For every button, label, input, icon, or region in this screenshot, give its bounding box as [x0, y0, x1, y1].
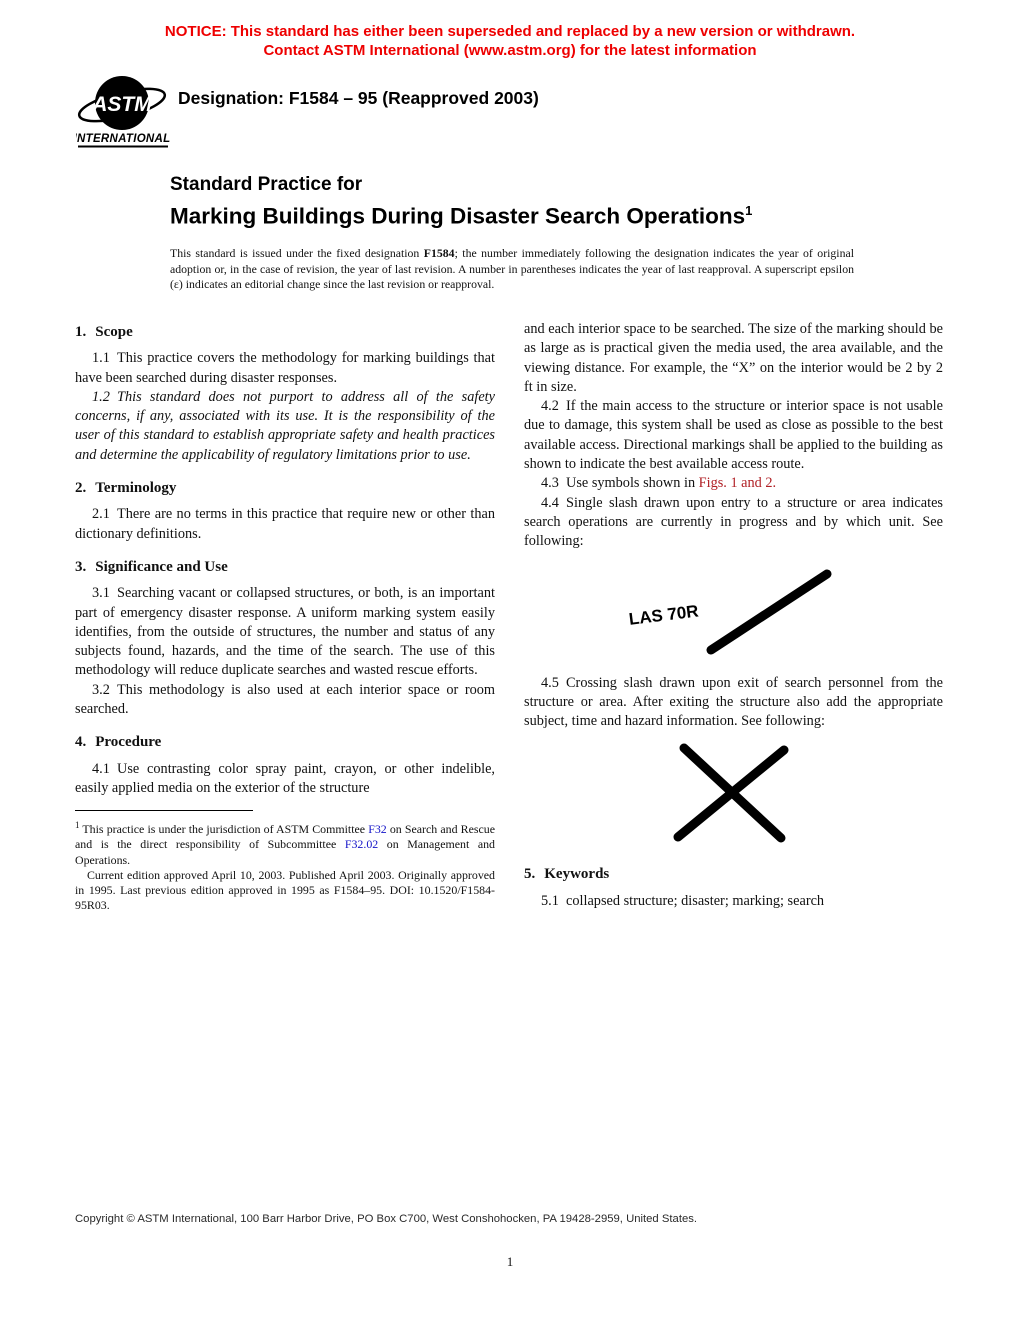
- committee-link[interactable]: F32: [368, 822, 387, 837]
- designation-text: Designation: F1584 – 95 (Reapproved 2003): [178, 88, 539, 108]
- section-title: Procedure: [95, 734, 162, 751]
- astm-logo: [76, 74, 172, 155]
- paragraph-2-1: 2.1 There are no terms in this practice that require new or other than dictionary definitions.: [75, 506, 495, 542]
- page-number: 1: [506, 1254, 514, 1269]
- notice-line-2: Contact ASTM International (www.astm.org) for the latest information: [263, 42, 757, 59]
- section-number: 4.: [75, 734, 87, 751]
- section-heading-scope: [75, 323, 495, 342]
- title-footnote-ref[interactable]: 1: [745, 203, 753, 218]
- section-number: 2.: [75, 480, 87, 497]
- section-heading-significance: [75, 558, 495, 577]
- footnote-1: [75, 818, 495, 868]
- paragraph-3-2: 3.2 This methodology is also used at each interior space or room searched.: [75, 681, 495, 718]
- section-title: Keywords: [544, 866, 610, 883]
- left-column: [75, 320, 495, 913]
- preamble-designation: F1584: [423, 246, 455, 260]
- figures-link[interactable]: Figs. 1 and 2.: [698, 475, 777, 492]
- section-number: 5.: [524, 866, 536, 883]
- section-heading-keywords: [524, 865, 943, 884]
- section-heading-procedure: [75, 733, 495, 752]
- paragraph-1-1: 1.1 This practice covers the methodology for marking buildings that have been searched during disaster responses.: [75, 350, 495, 386]
- subcommittee-link[interactable]: F32.02: [344, 837, 379, 852]
- section-title: Significance and Use: [95, 558, 228, 575]
- footnote-ref: 1: [75, 820, 80, 831]
- footnote-edition: Current edition approved April 10, 2003. Published April 2003. Originally approved in 1995. Last previous edition approved in 1995 as F1584–95. DOI: 10.1520/F1584-95R03.: [75, 867, 495, 913]
- section-number: 1.: [75, 324, 87, 340]
- paragraph-4-2: 4.2 If the main access to the structure or interior space is not usable due to damage, this system shall be used as close as possible to the best available access. Directional markings shall be applied to the building as shown to indicate the best available access route.: [524, 398, 943, 473]
- section-title: Terminology: [95, 480, 177, 497]
- single-slash-graphic: [609, 562, 859, 662]
- superseded-notice: [0, 22, 1020, 60]
- single-slash-stroke: [711, 574, 827, 650]
- paragraph-4-3-text: 4.3 Use symbols shown in: [541, 475, 699, 492]
- copyright-line: Copyright © ASTM International, 100 Barr Harbor Drive, PO Box C700, West Conshohocken, PA 19428-2959, United States.: [75, 1213, 698, 1225]
- right-column: [524, 320, 943, 913]
- notice-line-1: NOTICE: This standard has either been superseded and replaced by a new version or withdrawn.: [164, 23, 856, 40]
- paragraph-5-1: 5.1 collapsed structure; disaster; marking; search: [541, 892, 825, 909]
- paragraph-4-5: 4.5 Crossing slash drawn upon exit of search personnel from the structure or area. After exiting the structure also add the appropriate subject, time and hazard information. See following:: [524, 674, 943, 730]
- section-number: 3.: [75, 558, 87, 575]
- paragraph-1-2: 1.2 This standard does not purport to address all of the safety concerns, if any, associated with its use. It is the responsibility of the user of this standard to establish appropriate safety and health practices and determine the applicability of regulatory limitations prior to use.: [75, 388, 495, 463]
- single-slash-figure: [524, 562, 943, 662]
- preamble-post: ; the number immediately following the designation indicates the year of original adoption or, in the case of revision, the year of last revision. A number in parentheses indicates the year of last reapproval. A superscript epsilon (ε) indicates an editorial change since the last revision or reapproval.: [170, 246, 854, 292]
- paragraph-4-3: [524, 474, 943, 493]
- footnote-text: on Search and Rescue and is the direct responsibility of Subcommittee: [75, 822, 495, 852]
- footnote-text: This practice is under the jurisdiction of ASTM Committee: [79, 822, 369, 837]
- footnote-text: on Management and Operations.: [75, 837, 495, 867]
- preamble-pre: This standard is issued under the fixed designation: [170, 246, 424, 260]
- astm-logo-subtitle: INTERNATIONAL: [76, 133, 171, 145]
- paragraph-4-1-continued: and each interior space to be searched. The size of the marking should be as large as is practical given the media used, the area available, and the viewing distance. For example, the “X” on the interior would be 2 by 2 ft in size.: [524, 321, 943, 395]
- unit-id-label: LAS 70R: [627, 601, 700, 629]
- crossing-slash-graphic: [656, 737, 811, 849]
- body-columns: [75, 320, 943, 913]
- paragraph-4-4: 4.4 Single slash drawn upon entry to a structure or area indicates search operations are currently in progress and by which unit. See following:: [524, 494, 943, 550]
- footnote-rule: [75, 810, 253, 811]
- title-main-text: Marking Buildings During Disaster Search Operations: [170, 203, 746, 229]
- crossing-slash-figure: [524, 737, 943, 849]
- astm-logo-acronym: ASTM: [92, 93, 152, 116]
- section-heading-terminology: [75, 479, 495, 498]
- paragraph-3-1: 3.1 Searching vacant or collapsed structures, or both, is an important part of emergency disaster response. A uniform marking system easily identifies, from the outside of structures, the number and status of any subjects found, hazards, and the time of the search. The use of this methodology will reduce duplicate searches and wasted rescue efforts.: [75, 585, 495, 679]
- issuing-preamble: [170, 246, 854, 293]
- document-title: [170, 173, 752, 231]
- title-kind: Standard Practice for: [170, 174, 363, 195]
- paragraph-4-1: 4.1 Use contrasting color spray paint, crayon, or other indelible, easily applied media on the exterior of the structure: [75, 760, 495, 796]
- astm-logo-graphic: [76, 74, 172, 150]
- title-main: [170, 197, 752, 231]
- section-title: Scope: [95, 324, 133, 340]
- footnote-block: [75, 810, 495, 913]
